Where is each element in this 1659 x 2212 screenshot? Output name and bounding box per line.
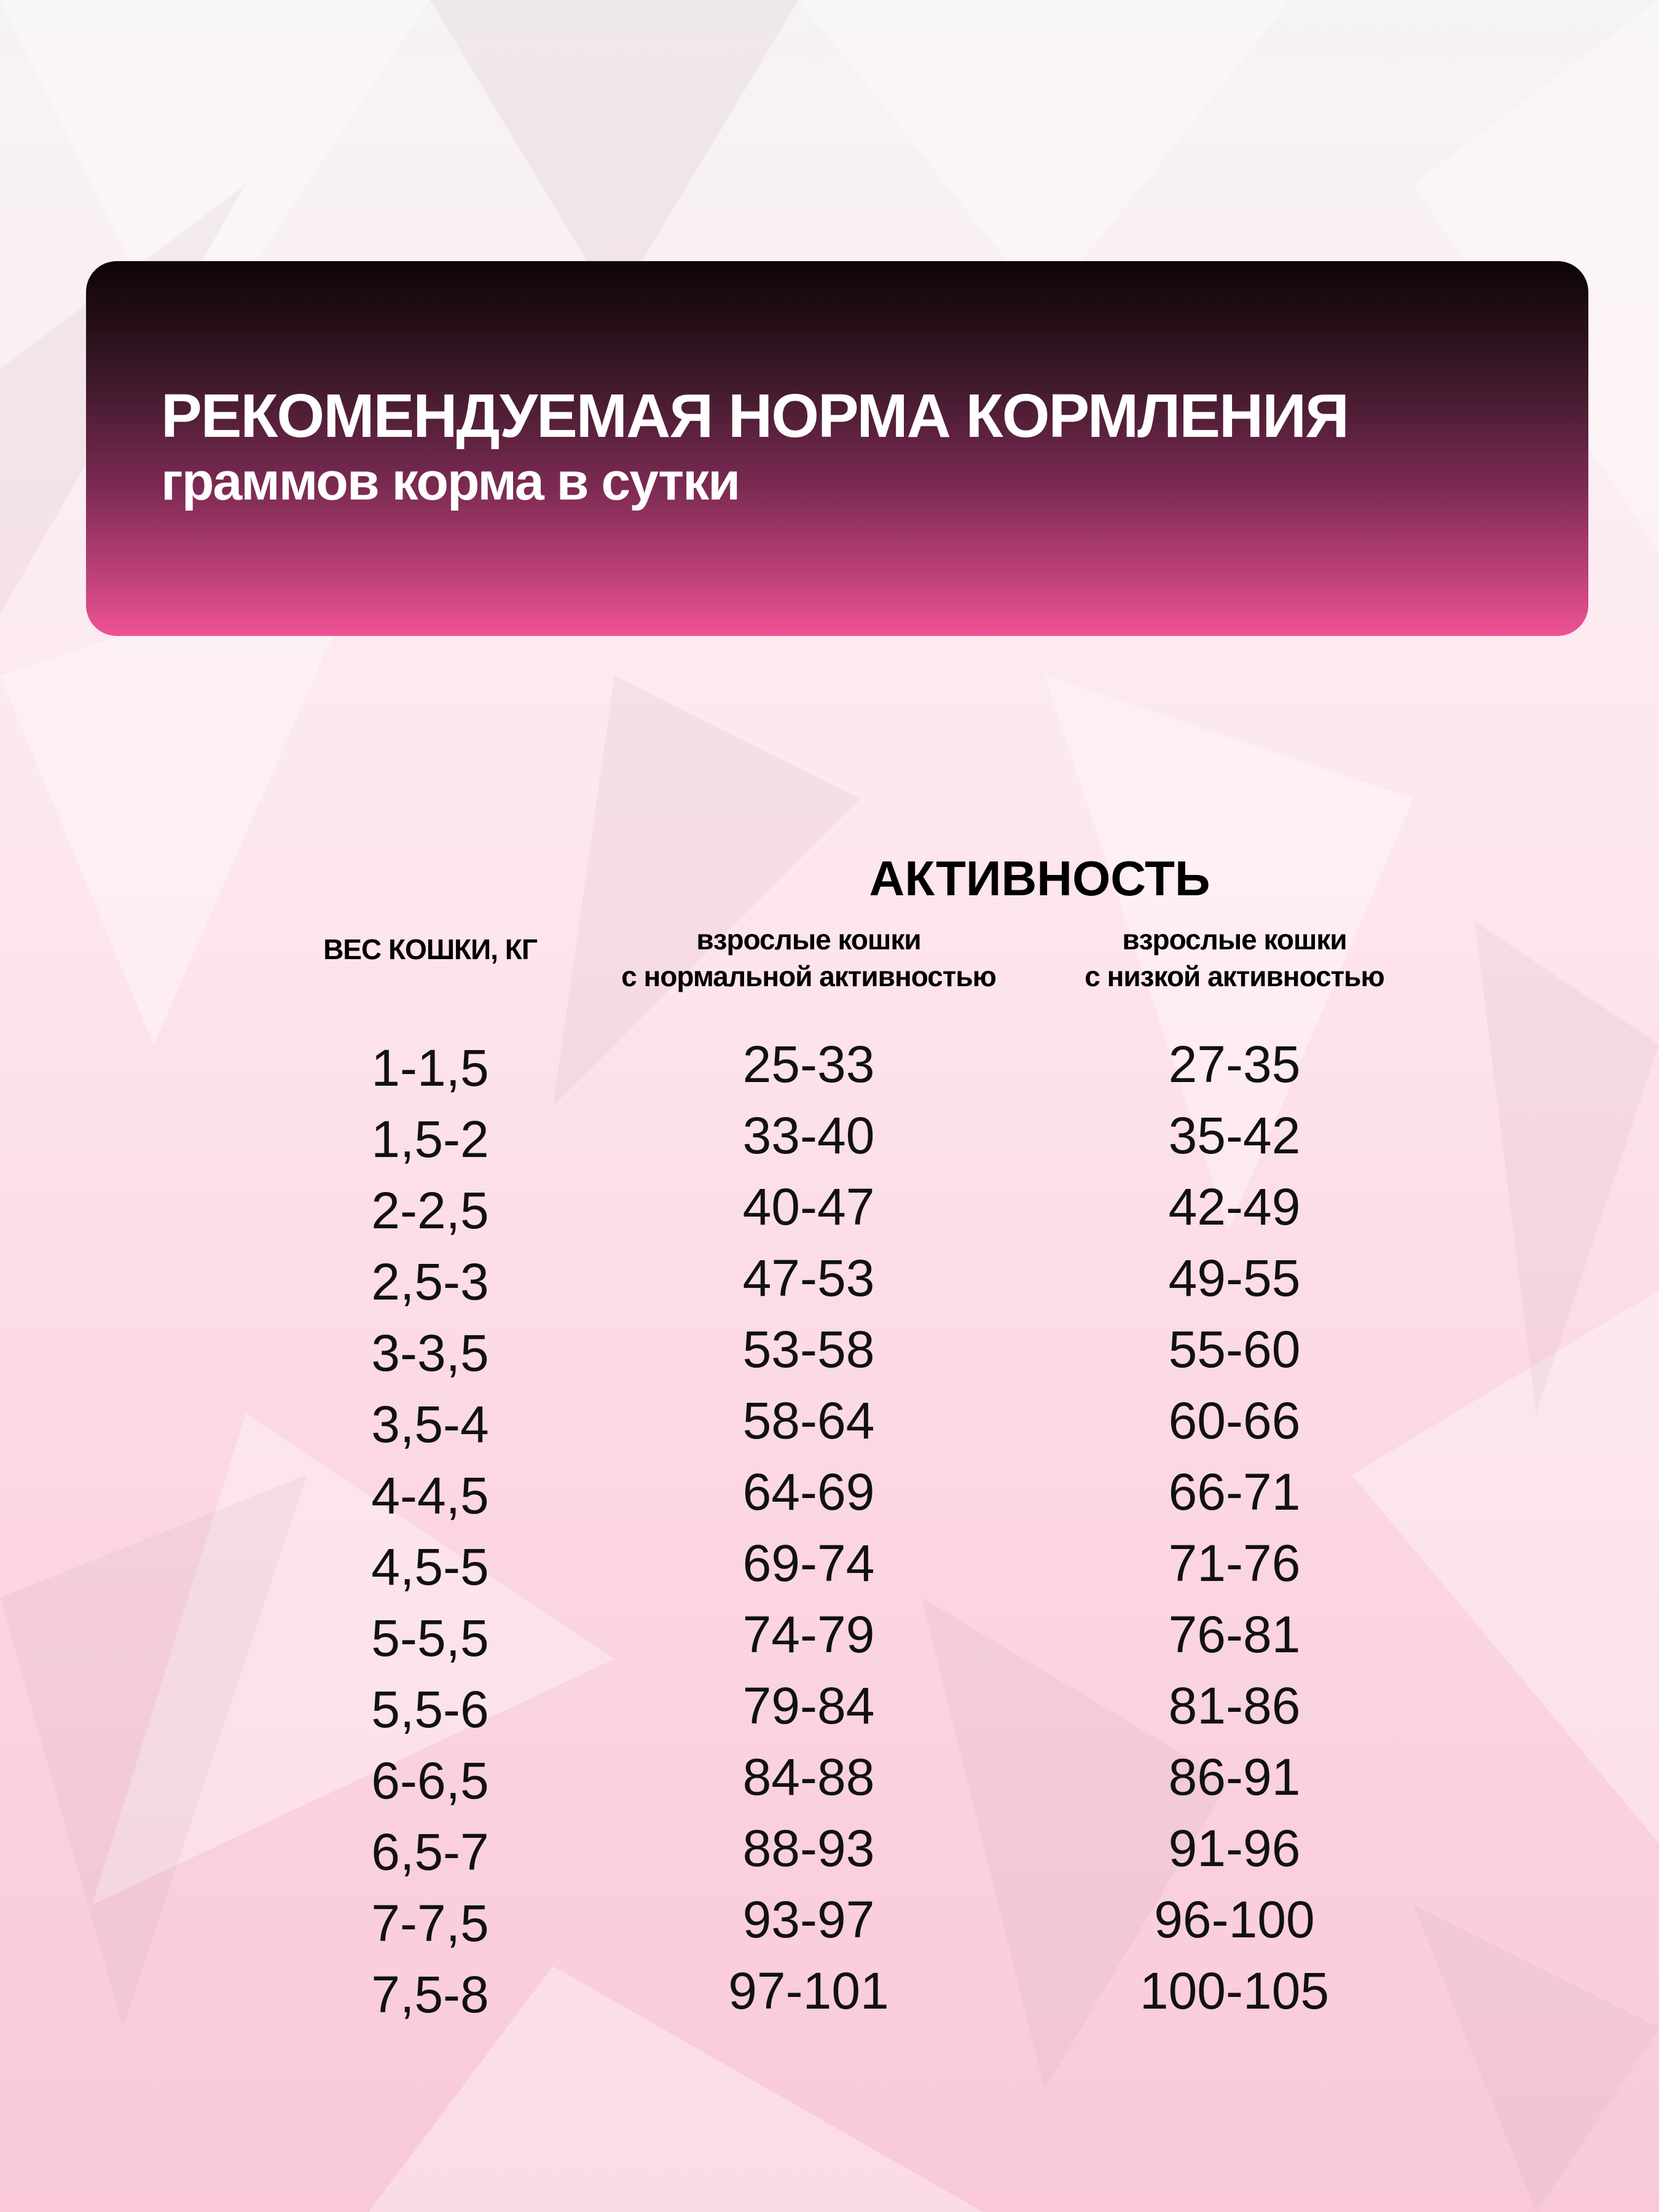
table-row [0,1670,1659,1741]
cell-weight: 4,5-5 [371,1538,489,1596]
cell-normal-activity: 33-40 [742,1107,875,1164]
column-header-line: с низкой активностью [1084,960,1384,992]
column-header-weight [323,931,537,968]
cell-low-activity: 60-66 [1168,1392,1301,1449]
cell-weight: 1-1,5 [371,1039,489,1097]
cell-low-activity: 27-35 [1168,1035,1301,1093]
cell-normal-activity: 93-97 [742,1891,875,1948]
cell-normal-activity: 40-47 [742,1178,875,1236]
cell-low-activity: 35-42 [1168,1107,1301,1164]
cell-weight: 6,5-7 [371,1823,489,1881]
cell-low-activity: 49-55 [1168,1249,1301,1307]
cell-low-activity: 71-76 [1168,1534,1301,1592]
cell-normal-activity: 25-33 [742,1035,875,1093]
table-row [0,1741,1659,1813]
cell-normal-activity: 69-74 [742,1534,875,1592]
page-subtitle: граммов корма в сутки [161,452,740,511]
column-header-line: с нормальной активностью [621,960,996,992]
cell-normal-activity: 58-64 [742,1392,875,1449]
cell-weight: 1,5-2 [371,1110,489,1168]
activity-group-header: АКТИВНОСТЬ [869,851,1210,906]
table-row [0,1884,1659,1955]
table-row [0,1385,1659,1456]
cell-normal-activity: 97-101 [728,1962,889,2020]
column-header-low-activity [1084,921,1384,995]
cell-low-activity: 91-96 [1168,1819,1301,1877]
cell-low-activity: 81-86 [1168,1677,1301,1735]
table-row [0,1955,1659,2026]
cell-weight: 5,5-6 [371,1681,489,1738]
column-header-line: взрослые кошки [1122,924,1347,955]
cell-low-activity: 96-100 [1154,1891,1315,1948]
cell-weight: 4-4,5 [371,1467,489,1524]
cell-weight: 3-3,5 [371,1324,489,1382]
cell-weight: 2,5-3 [371,1253,489,1311]
cell-low-activity: 55-60 [1168,1320,1301,1378]
cell-weight: 6-6,5 [371,1752,489,1810]
table-row [0,1029,1659,1100]
cell-normal-activity: 64-69 [742,1463,875,1521]
table-row [0,1599,1659,1670]
cell-normal-activity: 74-79 [742,1606,875,1663]
table-row [0,1242,1659,1314]
table-row [0,1100,1659,1171]
cell-low-activity: 76-81 [1168,1606,1301,1663]
table-row [0,1813,1659,1884]
cell-normal-activity: 88-93 [742,1819,875,1877]
cell-weight: 2-2,5 [371,1182,489,1239]
page-title: РЕКОМЕНДУЕМАЯ НОРМА КОРМЛЕНИЯ [161,382,1348,450]
cell-normal-activity: 47-53 [742,1249,875,1307]
table-row [0,1528,1659,1599]
cell-normal-activity: 79-84 [742,1677,875,1735]
cell-weight: 7-7,5 [371,1894,489,1952]
table-row [0,1456,1659,1528]
cell-weight: 7,5-8 [371,1966,489,2023]
column-header-line: ВЕС КОШКИ, КГ [323,933,537,965]
table-row [0,1314,1659,1385]
cell-weight: 3,5-4 [371,1395,489,1453]
cell-normal-activity: 53-58 [742,1320,875,1378]
cell-low-activity: 66-71 [1168,1463,1301,1521]
column-header-normal-activity [621,921,996,995]
column-header-line: взрослые кошки [696,924,921,955]
table-row [0,1171,1659,1242]
cell-normal-activity: 84-88 [742,1748,875,1806]
cell-weight: 5-5,5 [371,1609,489,1667]
cell-low-activity: 100-105 [1139,1962,1330,2020]
cell-low-activity: 42-49 [1168,1178,1301,1236]
cell-low-activity: 86-91 [1168,1748,1301,1806]
